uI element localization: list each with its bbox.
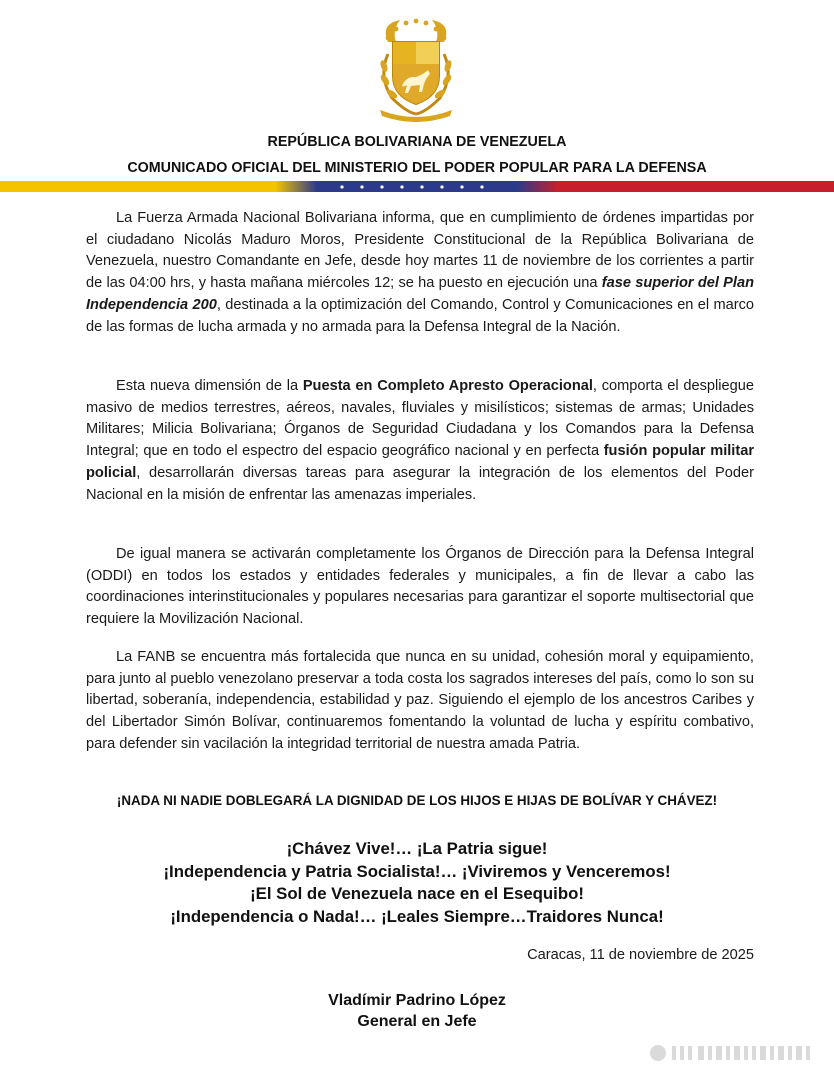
slogan: ¡NADA NI NADIE DOBLEGARÁ LA DIGNIDAD DE LOS HIJOS E HIJAS DE BOLÍVAR Y CHÁVEZ! (116, 793, 718, 808)
paragraph-1-text-a: La Fuerza Armada Nacional Bolivariana informa, que en cumplimiento de órdenes impartidas por el ciudadano Nicolás Maduro Moros, Presidente Constitucional de la República Bolivariana de Venezuela, nuestro Comandante en Jefe, desde hoy martes 11 de noviembre de los corrientes a partir de las 04:00 hrs, y hasta mañana miércoles 12; se ha puesto en ejecución una (86, 210, 754, 292)
paragraph-2-text-c: , desarrollarán diversas tareas para asegurar la integración de los elementos del Poder Nacional en la misión de enfrentar las amenazas imperiales. (86, 464, 754, 503)
paragraph-2-text-b: , comporta el despliegue masivo de medios terrestres, aéreos, navales, fluviales y misilísticos; sistemas de armas; Unidades Militares; Milicia Bolivariana; Órganos de Seguridad Ciudadana y los Comandos para la Defensa Integral; que en todo el espectro del espacio geográfico nacional y en perfecta (86, 378, 754, 460)
dateline: Caracas, 11 de noviembre de 2025 (527, 947, 754, 963)
signature-block (0, 990, 834, 1032)
paragraph-4-text: La FANB se encuentra más fortalecida que nunca en su unidad, cohesión moral y equipamiento, para junto al pueblo venezolano preservar a toda costa los sagrados intereses del país, como lo son su libertad, soberanía, independencia, estabilidad y paz. Siguiendo el ejemplo de los ancestros Caribes y del Libertador Simón Bolívar, continuaremos fomentando la voluntad de lucha y espíritu combativo, para defender sin vacilación la integridad territorial de nuestra amada Patria. (86, 649, 754, 752)
signatory-rank: General en Jefe (357, 1013, 477, 1030)
paragraph-2 (86, 376, 754, 506)
paragraph-3-text: De igual manera se activarán completamente los Órganos de Dirección para la Defensa Integral (ODDI) en todos los estados y entidades federales y municipales, a fin de llevar a cabo las coordinaciones interinstitucionales y populares necesarias para garantizar el soporte multisectorial que requiere la Movilización Nacional. (86, 546, 754, 628)
cheer-line: ¡Independencia y Patria Socialista!… ¡Viviremos y Venceremos! (163, 861, 671, 881)
paragraph-2-text-a: Esta nueva dimensión de la (116, 378, 303, 394)
paragraph-3 (86, 544, 754, 631)
venezuela-coat-of-arms-icon (366, 14, 466, 124)
paragraph-1-emphasis: fase superior del Plan Independencia 200 (86, 275, 755, 313)
cheer-line: ¡El Sol de Venezuela nace en el Esequibo! (250, 884, 584, 903)
cheer-line: ¡Independencia o Nada!… ¡Leales Siempre…Traidores Nunca! (170, 906, 664, 926)
paragraph-2-emphasis-2: fusión popular militar policial (86, 443, 755, 481)
watermark-logo-icon (648, 1042, 818, 1064)
signatory-name: Vladímir Padrino López (328, 992, 506, 1009)
paragraph-1-text-b: , destinada a la optimización del Comando, Control y Comunicaciones en el marco de las formas de lucha armada y no armada para la Defensa Integral de la Nación. (86, 296, 754, 335)
communique-title: COMUNICADO OFICIAL DEL MINISTERIO DEL PODER POPULAR PARA LA DEFENSA (127, 160, 707, 176)
paragraph-4 (86, 647, 754, 756)
cheers-block (0, 838, 834, 928)
paragraph-2-emphasis-1: Puesta en Completo Apresto Operacional (302, 378, 593, 394)
cheer-line: ¡Chávez Vive!… ¡La Patria sigue! (286, 839, 548, 858)
country-heading: REPÚBLICA BOLIVARIANA DE VENEZUELA (267, 134, 567, 150)
paragraph-1 (86, 208, 754, 338)
flag-band (0, 181, 834, 192)
